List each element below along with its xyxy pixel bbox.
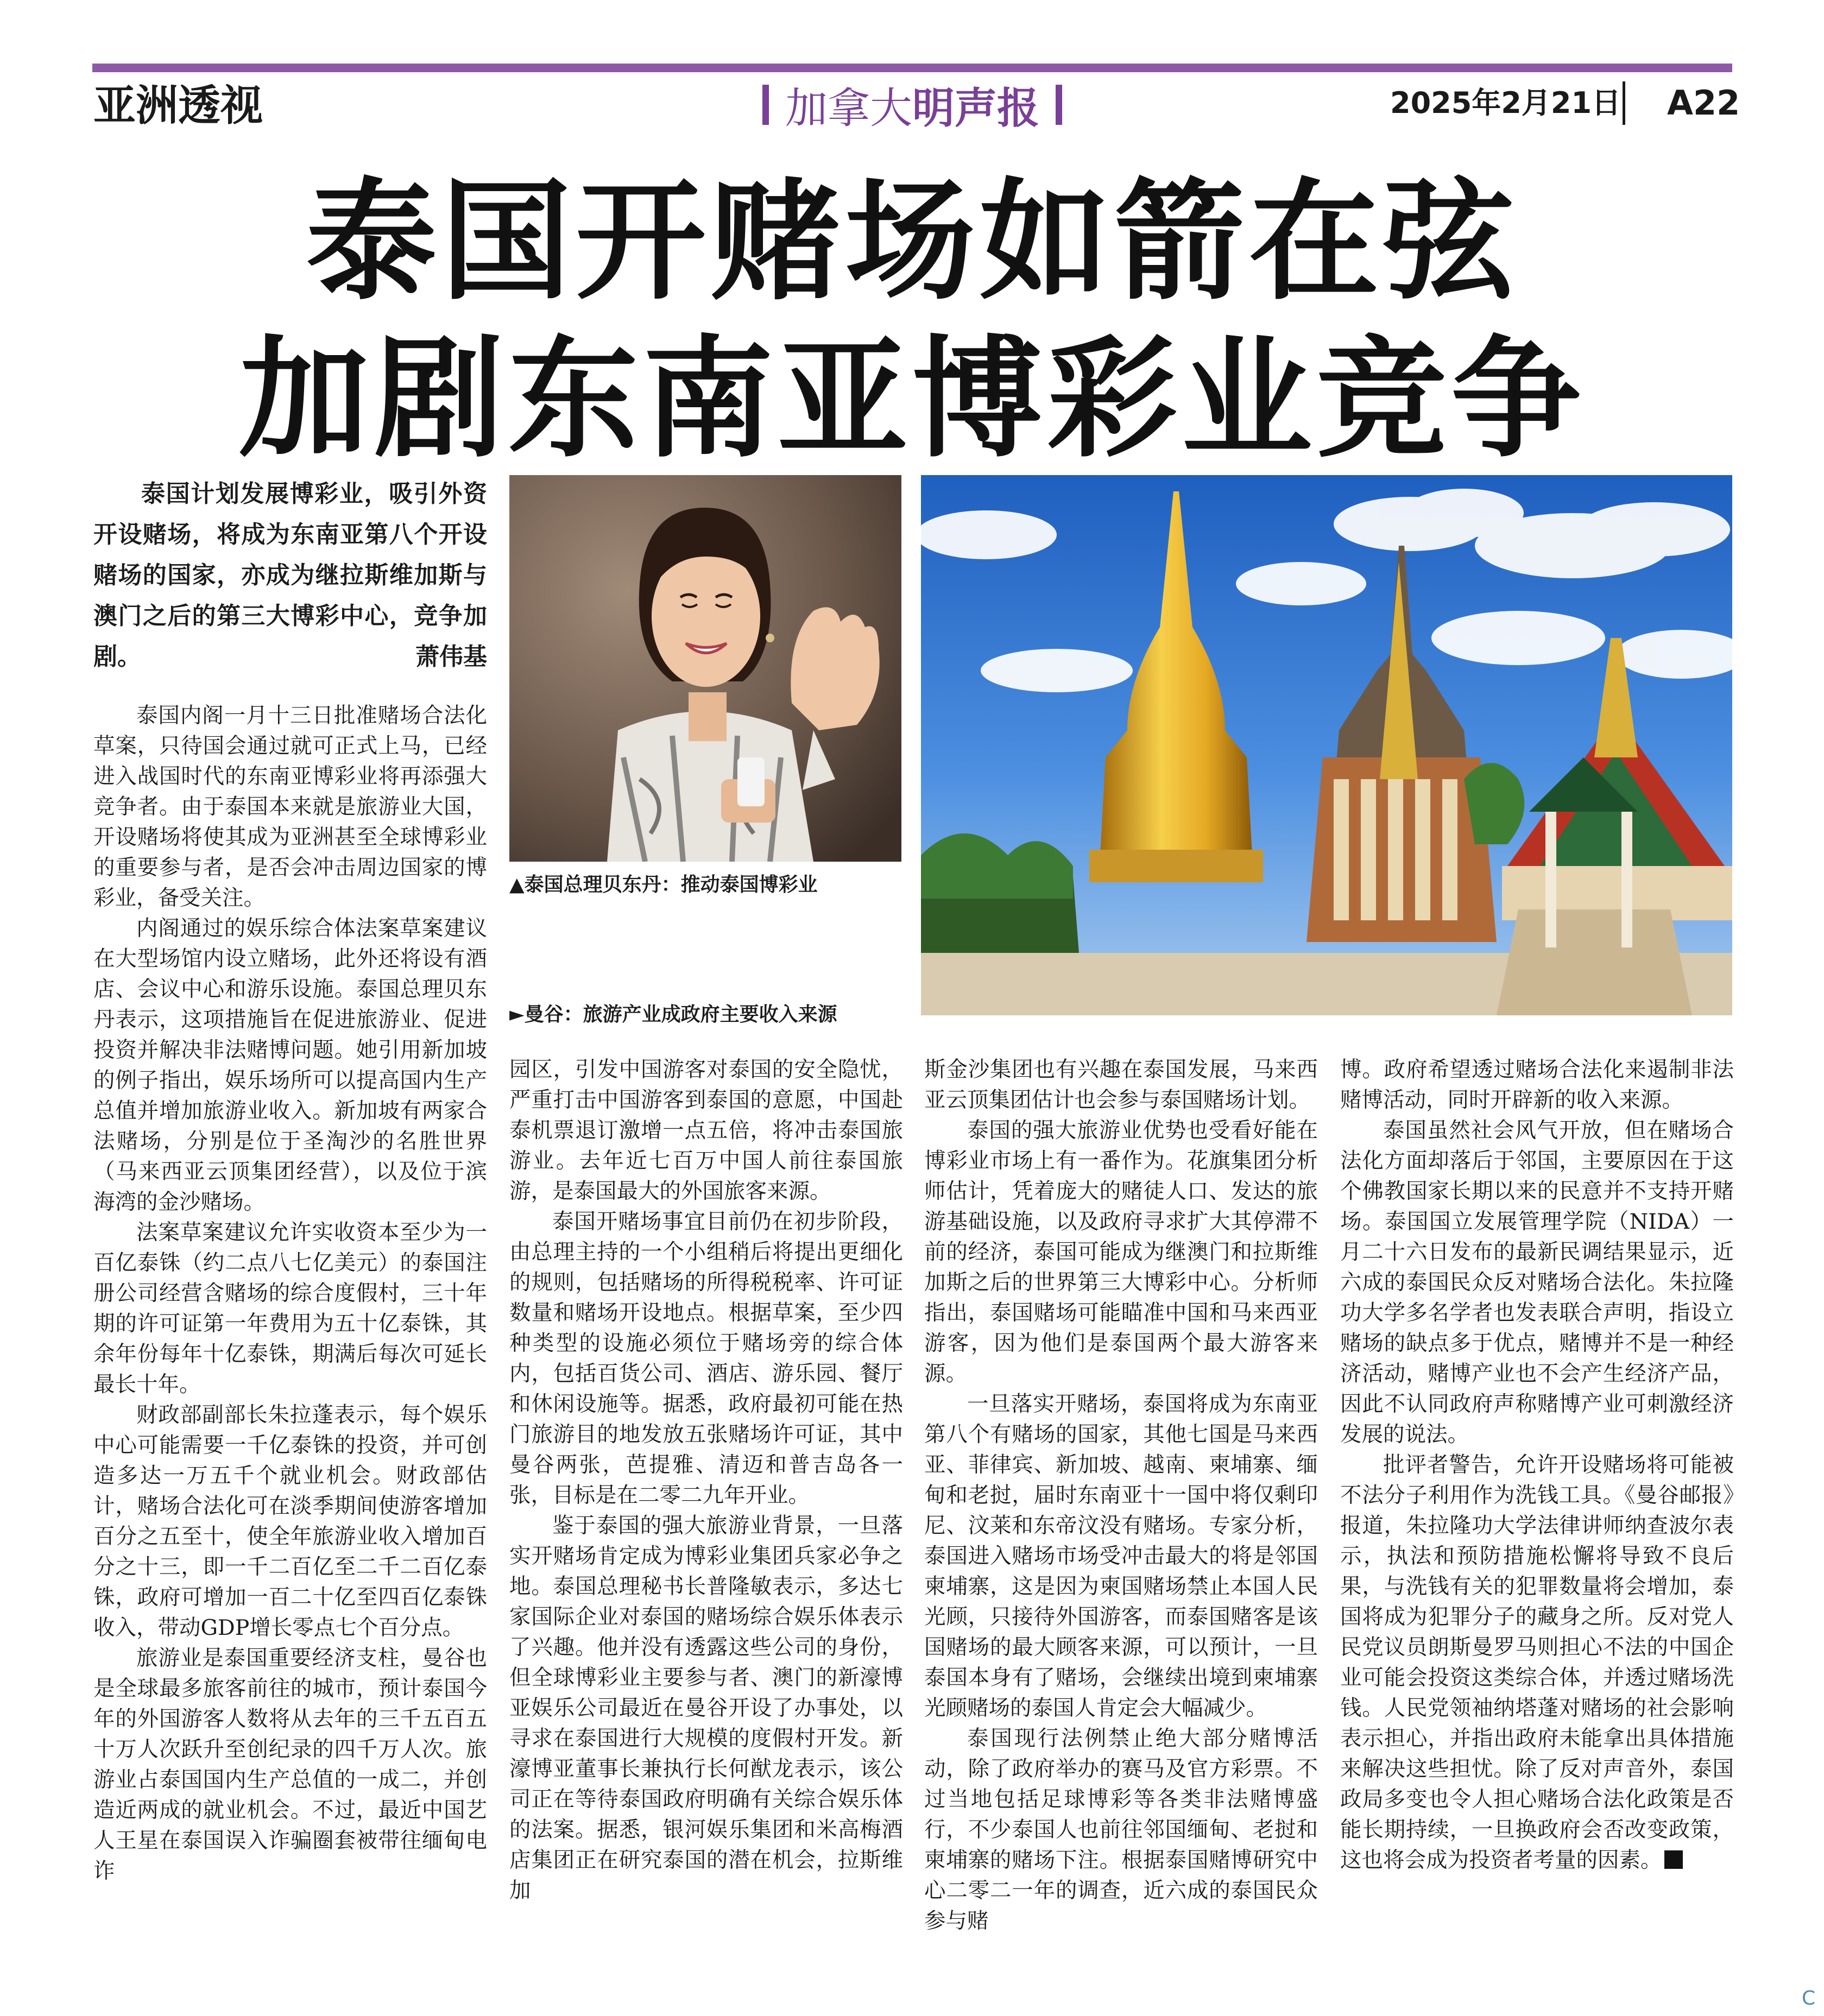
header-divider [1623, 81, 1625, 125]
paragraph: 财政部副部长朱拉蓬表示，每个娱乐中心可能需要一千亿泰铢的投资，并可创造多达一万五千个就业机会。财政部估计，赌场合法化可在淡季期间使游客增加百分之五至十，使全年旅游业收入增加百分之十三，即一千二百亿至二千二百亿泰铢，政府可增加一百二十亿至四百亿泰铢收入，带动GDP增长零点七个百分点。 [93, 1402, 487, 1640]
paragraph-continued: 博。政府希望透过赌场合法化来遏制非法赌博活动，同时开辟新的收入来源。 [1340, 1057, 1734, 1113]
lead-text: 泰国计划发展博彩业，吸引外资开设赌场，将成为东南亚第八个开设赌场的国家，亦成为继拉斯维加斯与澳门之后的第三大博彩中心，竞争加剧。 [93, 480, 487, 671]
top-rule [92, 64, 1732, 72]
byline-author: 萧伟基 [415, 643, 487, 671]
black-square-icon [1664, 1850, 1683, 1869]
section-title: 亚洲透视 [93, 81, 263, 130]
paragraph: 泰国的强大旅游业优势也受看好能在博彩业市场上有一番作为。花旗集团分析师估计，凭着庞大的赌徒人口、发达的旅游基础设施，以及政府寻求扩大其停滞不前的经济，泰国可能成为继澳门和拉斯维加斯之后的世界第三大博彩中心。分析师指出，泰国赌场可能瞄准中国和马来西亚游客，因为他们是泰国两个最大游客来源。 [924, 1118, 1318, 1386]
paragraph: 旅游业是泰国重要经济支柱，曼谷也是全球最多旅客前往的城市，预计泰国今年的外国游客人数将从去年的三千五百五十万人次跃升至创纪录的四千万人次。旅游业占泰国国内生产总值的一成二，并创造近两成的就业机会。不过，最近中国艺人王星在泰国误入诈骗圈套被带往缅甸电诈 [93, 1646, 487, 1884]
grand-palace-illustration [921, 475, 1732, 1015]
paragraph-final [1340, 1450, 1734, 1875]
masthead-bar-right [1056, 85, 1062, 125]
masthead-country: 加拿大 [785, 84, 912, 133]
photo-caption-bangkok: ►曼谷：旅游产业成政府主要收入来源 [509, 1003, 837, 1026]
paragraph: 泰国虽然社会风气开放，但在赌场合法化方面却落后于邻国，主要原因在于这个佛教国家长期以来的民意并不支持开赌场。泰国国立发展管理学院（NIDA）一月二十六日发布的最新民调结果显示，近六成的泰国民众反对赌场合法化。朱拉隆功大学多名学者也发表联合声明，指设立赌场的缺点多于优点，赌博并不是一种经济活动，赌博产业也不会产生经济产品，因此不认同政府声称赌博产业可刺激经济发展的说法。 [1340, 1118, 1734, 1447]
masthead-bar-left [762, 85, 769, 125]
paragraph: 内阁通过的娱乐综合体法案草案建议在大型场馆内设立赌场，此外还将设有酒店、会议中心和游乐设施。泰国总理贝东丹表示，这项措施旨在促进旅游业、促进投资并解决非法赌博问题。她引用新加坡的例子指出，娱乐场所可以提高国内生产总值并增加旅游业收入。新加坡有两家合法赌场，分别是位于圣淘沙的名胜世界（马来西亚云顶集团经营），以及位于滨海湾的金沙赌场。 [93, 916, 487, 1215]
paragraph: 泰国内阁一月十三日批准赌场合法化草案，只待国会通过就可正式上马，已经进入战国时代的东南亚博彩业将再添强大竞争者。由于泰国本来就是旅游业大国，开设赌场将使其成为亚洲甚至全球博彩业的重要参与者，是否会冲击周边国家的博彩业，备受关注。 [93, 703, 487, 911]
final-text: 批评者警告，允许开设赌场将可能被不法分子利用作为洗钱工具。《曼谷邮报》报道，朱拉隆功大学法律讲师纳查波尔表示，执法和预防措施松懈将导致不良后果，与洗钱有关的犯罪数量将会增加，泰国将成为犯罪分子的藏身之所。反对党人民党议员朗斯曼罗马则担心不法的中国企业可能会投资这类综合体，并透过赌场洗钱。人民党领袖纳塔蓬对赌场的社会影响表示担心，并指出政府未能拿出具体措施来解决这些担忧。除了反对声音外，泰国政局多变也令人担心赌场合法化政策是否能长期持续，一旦换政府会否改变政策，这也将会成为投资者考量的因素。 [1340, 1452, 1734, 1873]
headline-line-1: 泰国开赌场如箭在弦 [306, 166, 1518, 318]
paragraph: 泰国开赌场事宜目前仍在初步阶段，由总理主持的一个小组稍后将提出更细化的规则，包括赌场的所得税税率、许可证数量和赌场开设地点。根据草案，至少四种类型的设施必须位于赌场旁的综合体内，包括百货公司、酒店、游乐园、餐厅和休闲设施等。据悉，政府最初可能在热门旅游目的地发放五张赌场许可证，其中曼谷两张，芭提雅、清迈和普吉岛各一张，目标是在二零二九年开业。 [509, 1209, 903, 1508]
paragraph: 鉴于泰国的强大旅游业背景，一旦落实开赌场肯定成为博彩业集团兵家必争之地。泰国总理秘书长普隆敏表示，多达七家国际企业对泰国的赌场综合娱乐体表示了兴趣。他并没有透露这些公司的身份，但全球博彩业主要参与者、澳门的新濠博亚娱乐公司最近在曼谷开设了办事处，以寻求在泰国进行大规模的度假村开发。新濠博亚董事长兼执行长何猷龙表示，该公司正在等待泰国政府明确有关综合娱乐体的法案。据悉，银河娱乐集团和米高梅酒店集团正在研究泰国的潜在机会，拉斯维加 [509, 1513, 903, 1903]
article-column-4 [1340, 1054, 1734, 1875]
issue-date: 2025年2月21日 [1390, 86, 1621, 120]
paragraph-continued: 园区，引发中国游客对泰国的安全隐忧，严重打击中国游客到泰国的意愿，中国赴泰机票退订激增一点五倍，将冲击泰国旅游业。去年近七百万中国人前往泰国旅游，是泰国最大的外国旅客来源。 [509, 1057, 903, 1204]
paragraph-continued: 斯金沙集团也有兴趣在泰国发展，马来西亚云顶集团估计也会参与泰国赌场计划。 [924, 1057, 1318, 1113]
masthead-paper: 明声报 [912, 84, 1040, 133]
page-number: A22 [1667, 83, 1740, 123]
article-column-3 [924, 1054, 1318, 1936]
masthead [739, 75, 1086, 135]
lead-paragraph [93, 473, 487, 677]
headline [92, 163, 1732, 478]
prime-minister-photo [509, 475, 901, 862]
article-column-2 [509, 1054, 903, 1906]
photo-caption-prime-minister: ▲泰国总理贝东丹：推动泰国博彩业 [509, 874, 818, 896]
paragraph: 一旦落实开赌场，泰国将成为东南亚第八个有赌场的国家，其他七国是马来西亚、菲律宾、新加坡、越南、柬埔寨、缅甸和老挝，届时东南亚十一国中将仅剩印尼、汶莱和东帝汶没有赌场。专家分析，泰国进入赌场市场受冲击最大的将是邻国柬埔寨，这是因为柬国赌场禁止本国人民光顾，只接待外国游客，而泰国赌客是该国赌场的最大顾客来源，可以预计，一旦泰国本身有了赌场，会继续出境到柬埔寨光顾赌场的泰国人肯定会大幅减少。 [924, 1392, 1318, 1721]
headline-line-2: 加剧东南亚博彩业竞争 [238, 323, 1586, 475]
corner-mark: C [1802, 1987, 1816, 2009]
paragraph: 法案草案建议允许实收资本至少为一百亿泰铢（约二点八七亿美元）的泰国注册公司经营含赌场的综合度假村，三十年期的许可证第一年费用为五十亿泰铢，其余年份每年十亿泰铢，期满后每次可延长最长十年。 [93, 1220, 487, 1397]
temple-photo [921, 475, 1732, 1015]
article-column-1 [93, 700, 487, 1886]
prime-minister-illustration [509, 475, 901, 862]
paragraph: 泰国现行法例禁止绝大部分赌博活动，除了政府举办的赛马及官方彩票。不过当地包括足球博彩等各类非法赌博盛行，不少泰国人也前往邻国缅甸、老挝和柬埔寨的赌场下注。根据泰国赌博研究中心二零二一年的调查，近六成的泰国民众参与赌 [924, 1726, 1318, 1933]
